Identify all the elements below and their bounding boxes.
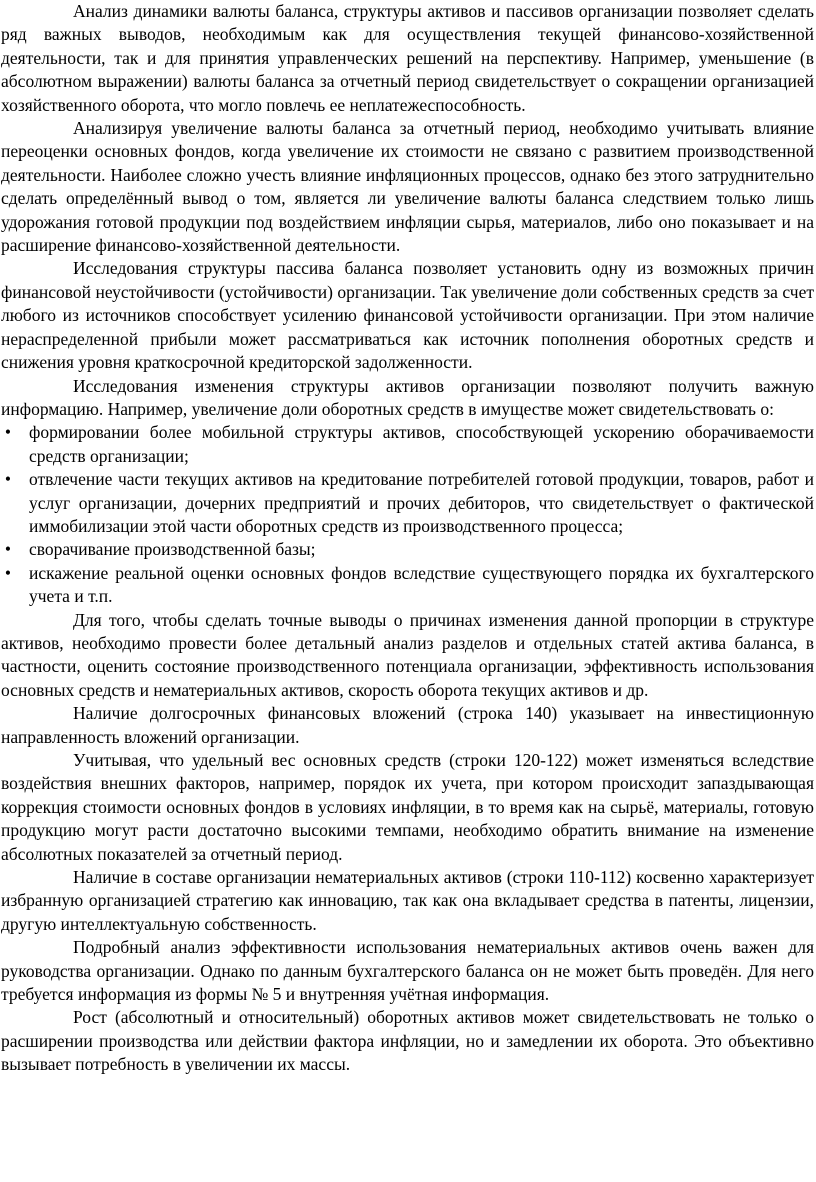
list-item-text: искажение реальной оценки основных фондов вследствие существующего порядка их бухгалтерского учета и т.п. xyxy=(29,562,814,607)
list-item-text: отвлечение части текущих активов на кредитование потребителей готовой продукции, товаров, работ и услуг организации, дочерних предприятий и прочих дебиторов, что свидетельствует о фактической иммобилизации этой части оборотных средств из производственного процесса; xyxy=(29,469,814,536)
bullet-icon: • xyxy=(4,562,12,583)
paragraph-detailed-analysis: Для того, чтобы сделать точные выводы о причинах изменения данной пропорции в структуре активов, необходимо провести более детальный анализ разделов и отдельных статей актива баланса, в частности, оценить состояние производственного потенциала организации, эффективность использования основных средств и нематериальных активов, скорость оборота текущих активов и др. xyxy=(1,609,814,700)
paragraph-current-assets-growth: Рост (абсолютный и относительный) оборотных активов может свидетельствовать не только о расширении производства или действии фактора инфляции, но и замедлении их оборота. Это объективно вызывает потребность в увеличении их массы. xyxy=(1,1007,814,1075)
bullet-icon: • xyxy=(4,469,12,490)
list-item xyxy=(1,562,814,609)
bullet-icon: • xyxy=(4,539,12,560)
paragraph-balance-dynamics: Анализ динамики валюты баланса, структуры активов и пассивов организации позволяет сделать ряд важных выводов, необходимым как для осуществления текущей финансово-хозяйственной деятельности, так и для принятия управленческих решений на перспективу. Например, уменьшение (в абсолютном выражении) валюты баланса за отчетный период свидетельствует о сокращении организацией хозяйственного оборота, что могло повлечь ее неплатежеспособность. xyxy=(1,1,814,115)
paragraph-balance-increase: Анализируя увеличение валюты баланса за отчетный период, необходимо учитывать влияние переоценки основных фондов, когда увеличение их стоимости не связано с развитием производственной деятельности. Наиболее сложно учесть влияние инфляционных процессов, однако без этого затруднительно сделать определённый вывод о том, является ли увеличение валюты баланса следствием только лишь удорожания готовой продукции под воздействием инфляции сырья, материалов, либо оно показывает и на расширение финансово-хозяйственной деятельности. xyxy=(1,118,814,256)
paragraph-assets-structure-intro: Исследования изменения структуры активов организации позволяют получить важную информацию. Например, увеличение доли оборотных средств в имуществе может свидетельствовать о: xyxy=(1,375,814,419)
bullet-icon: • xyxy=(4,422,12,443)
list-item xyxy=(1,538,814,561)
list-item xyxy=(1,468,814,538)
paragraph-liabilities-structure: Исследования структуры пассива баланса позволяет установить одну из возможных причин финансовой неустойчивости (устойчивости) организации. Так увеличение доли собственных средств за счет любого из источников способствует усилению финансовой устойчивости организации. При этом наличие нераспределенной прибыли может рассматриваться как источник пополнения оборотных средств и снижения уровня краткосрочной кредиторской задолженности. xyxy=(1,258,814,373)
bullet-list xyxy=(1,421,814,608)
paragraph-intangible-assets: Наличие в составе организации нематериальных активов (строки 110-112) косвенно характеризует избранную организацией стратегию как инновацию, так как она вкладывает средства в патенты, лицензии, другую интеллектуальную собственность. xyxy=(1,867,814,934)
paragraph-intangible-analysis: Подробный анализ эффективности использования нематериальных активов очень важен для руководства организации. Однако по данным бухгалтерского баланса он не может быть проведён. Для него требуется информация из формы № 5 и внутренняя учётная информация. xyxy=(1,937,814,1005)
paragraph-fixed-assets-share: Учитывая, что удельный вес основных средств (строки 120-122) может изменяться вследствие воздействия внешних факторов, например, порядок их учета, при котором происходит запаздывающая коррекция стоимости основных фондов в условиях инфляции, в то время как на сырьё, материалы, готовую продукцию могут расти достаточно высокими темпами, необходимо обратить внимание на изменение абсолютных показателей за отчетный период. xyxy=(1,750,814,864)
list-item-text: формировании более мобильной структуры активов, способствующей ускорению оборачиваемости средств организации; xyxy=(29,422,814,466)
list-item-text: сворачивание производственной базы; xyxy=(29,539,316,560)
paragraph-long-term-investments: Наличие долгосрочных финансовых вложений (строка 140) указывает на инвестиционную направленность вложений организации. xyxy=(1,703,814,747)
list-item xyxy=(1,421,814,468)
